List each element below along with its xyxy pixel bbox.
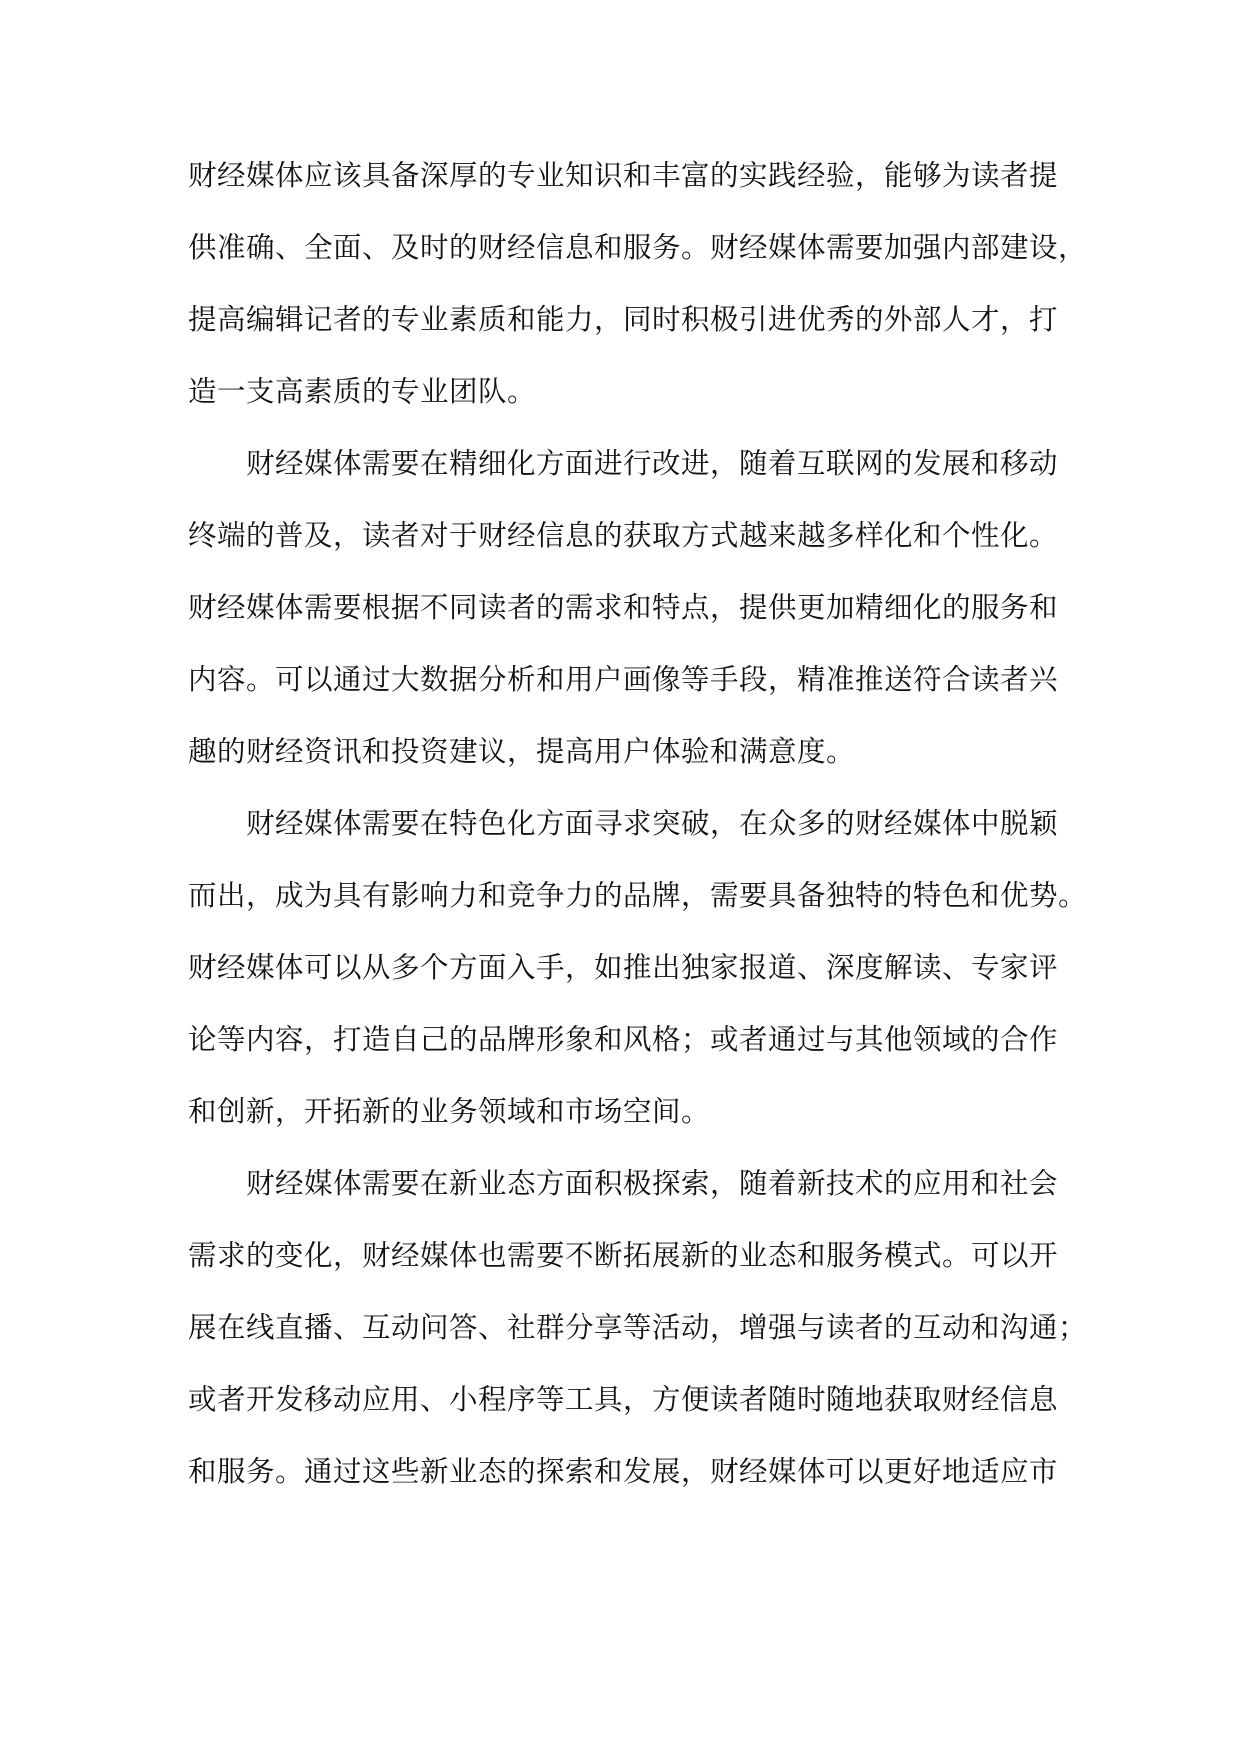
text-line: 财经媒体需要在特色化方面寻求突破，在众多的财经媒体中脱颖	[246, 807, 1059, 840]
text-line: 终端的普及，读者对于财经信息的获取方式越来越多样化和个性化。	[188, 519, 1059, 552]
text-line: 趣的财经资讯和投资建议，提高用户体验和满意度。	[188, 735, 856, 768]
paragraph-1	[188, 140, 1088, 428]
text-line: 提高编辑记者的专业素质和能力，同时积极引进优秀的外部人才，打	[188, 303, 1059, 336]
text-line: 财经媒体需要在新业态方面积极探索，随着新技术的应用和社会	[246, 1167, 1059, 1200]
text-line: 财经媒体可以从多个方面入手，如推出独家报道、深度解读、专家评	[188, 951, 1059, 984]
text-line: 需求的变化，财经媒体也需要不断拓展新的业态和服务模式。可以开	[188, 1239, 1059, 1272]
text-line: 论等内容，打造自己的品牌形象和风格；或者通过与其他领域的合作	[188, 1023, 1059, 1056]
text-line: 供准确、全面、及时的财经信息和服务。财经媒体需要加强内部建设，	[188, 231, 1088, 264]
text-line: 或者开发移动应用、小程序等工具，方便读者随时随地获取财经信息	[188, 1383, 1059, 1416]
text-line: 展在线直播、互动问答、社群分享等活动，增强与读者的互动和沟通；	[188, 1311, 1088, 1344]
paragraph-2	[188, 428, 1058, 788]
document-body	[188, 140, 1088, 1508]
text-line: 和创新，开拓新的业务领域和市场空间。	[188, 1095, 711, 1128]
text-line: 财经媒体应该具备深厚的专业知识和丰富的实践经验，能够为读者提	[188, 159, 1059, 192]
text-line: 财经媒体需要根据不同读者的需求和特点，提供更加精细化的服务和	[188, 591, 1059, 624]
text-line: 财经媒体需要在精细化方面进行改进，随着互联网的发展和移动	[246, 447, 1059, 480]
text-line: 而出，成为具有影响力和竞争力的品牌，需要具备独特的特色和优势。	[188, 879, 1088, 912]
paragraph-4	[188, 1148, 1088, 1508]
text-line: 和服务。通过这些新业态的探索和发展，财经媒体可以更好地适应市	[188, 1455, 1059, 1488]
paragraph-3	[188, 788, 1088, 1148]
text-line: 造一支高素质的专业团队。	[188, 375, 537, 408]
text-line: 内容。可以通过大数据分析和用户画像等手段，精准推送符合读者兴	[188, 663, 1059, 696]
